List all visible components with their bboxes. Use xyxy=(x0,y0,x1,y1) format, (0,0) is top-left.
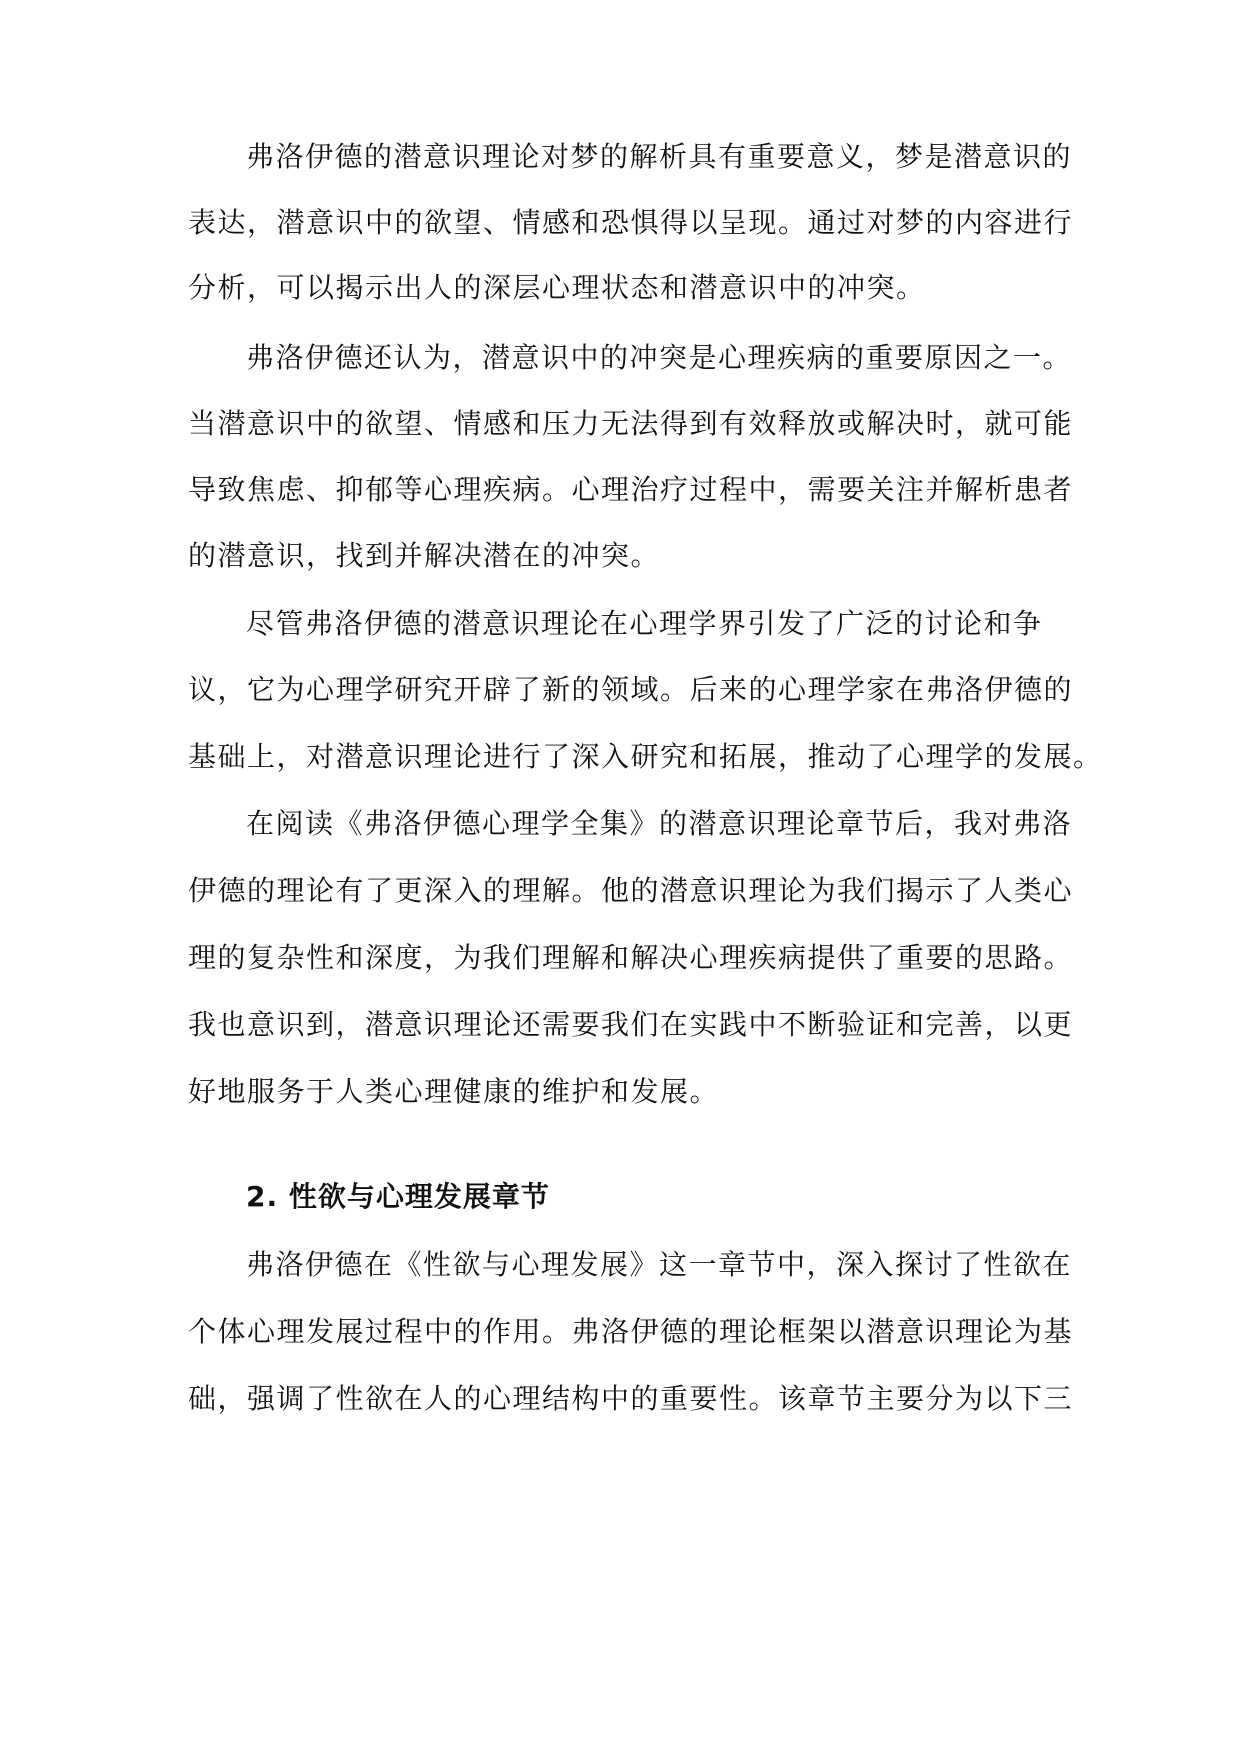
section-paragraph-line-3: 础，强调了性欲在人的心理结构中的重要性。该章节主要分为以下三 xyxy=(188,1382,1074,1415)
section-paragraph-line-2: 个体心理发展过程中的作用。弗洛伊德的理论框架以潜意识理论为基 xyxy=(188,1315,1074,1348)
paragraph-1-line-3: 分析，可以揭示出人的深层心理状态和潜意识中的冲突。 xyxy=(188,271,926,304)
paragraph-4-line-1: 在阅读《弗洛伊德心理学全集》的潜意识理论章节后，我对弗洛 xyxy=(246,807,1073,840)
paragraph-2-line-1: 弗洛伊德还认为，潜意识中的冲突是心理疾病的重要原因之一。 xyxy=(246,341,1073,374)
paragraph-1-line-2: 表达，潜意识中的欲望、情感和恐惧得以呈现。通过对梦的内容进行 xyxy=(188,206,1074,239)
paragraph-4-line-3: 理的复杂性和深度，为我们理解和解决心理疾病提供了重要的思路。 xyxy=(188,941,1074,974)
paragraph-4-line-4: 我也意识到，潜意识理论还需要我们在实践中不断验证和完善，以更 xyxy=(188,1008,1074,1041)
paragraph-4-line-5: 好地服务于人类心理健康的维护和发展。 xyxy=(188,1075,720,1108)
paragraph-3-line-2: 议，它为心理学研究开辟了新的领域。后来的心理学家在弗洛伊德的 xyxy=(188,673,1074,706)
paragraph-3-line-3: 基础上，对潜意识理论进行了深入研究和拓展，推动了心理学的发展。 xyxy=(188,740,1103,773)
paragraph-3-line-1: 尽管弗洛伊德的潜意识理论在心理学界引发了广泛的讨论和争 xyxy=(246,607,1043,640)
paragraph-4-line-2: 伊德的理论有了更深入的理解。他的潜意识理论为我们揭示了人类心 xyxy=(188,874,1074,907)
paragraph-2-line-4: 的潜意识，找到并解决潜在的冲突。 xyxy=(188,539,661,572)
section-paragraph-line-1: 弗洛伊德在《性欲与心理发展》这一章节中，深入探讨了性欲在 xyxy=(246,1248,1073,1281)
paragraph-2-line-3: 导致焦虑、抑郁等心理疾病。心理治疗过程中，需要关注并解析患者 xyxy=(188,473,1074,506)
paragraph-1-line-1: 弗洛伊德的潜意识理论对梦的解析具有重要意义，梦是潜意识的 xyxy=(246,140,1073,173)
section-heading: 2. 性欲与心理发展章节 xyxy=(246,1180,550,1213)
paragraph-2-line-2: 当潜意识中的欲望、情感和压力无法得到有效释放或解决时，就可能 xyxy=(188,407,1074,440)
